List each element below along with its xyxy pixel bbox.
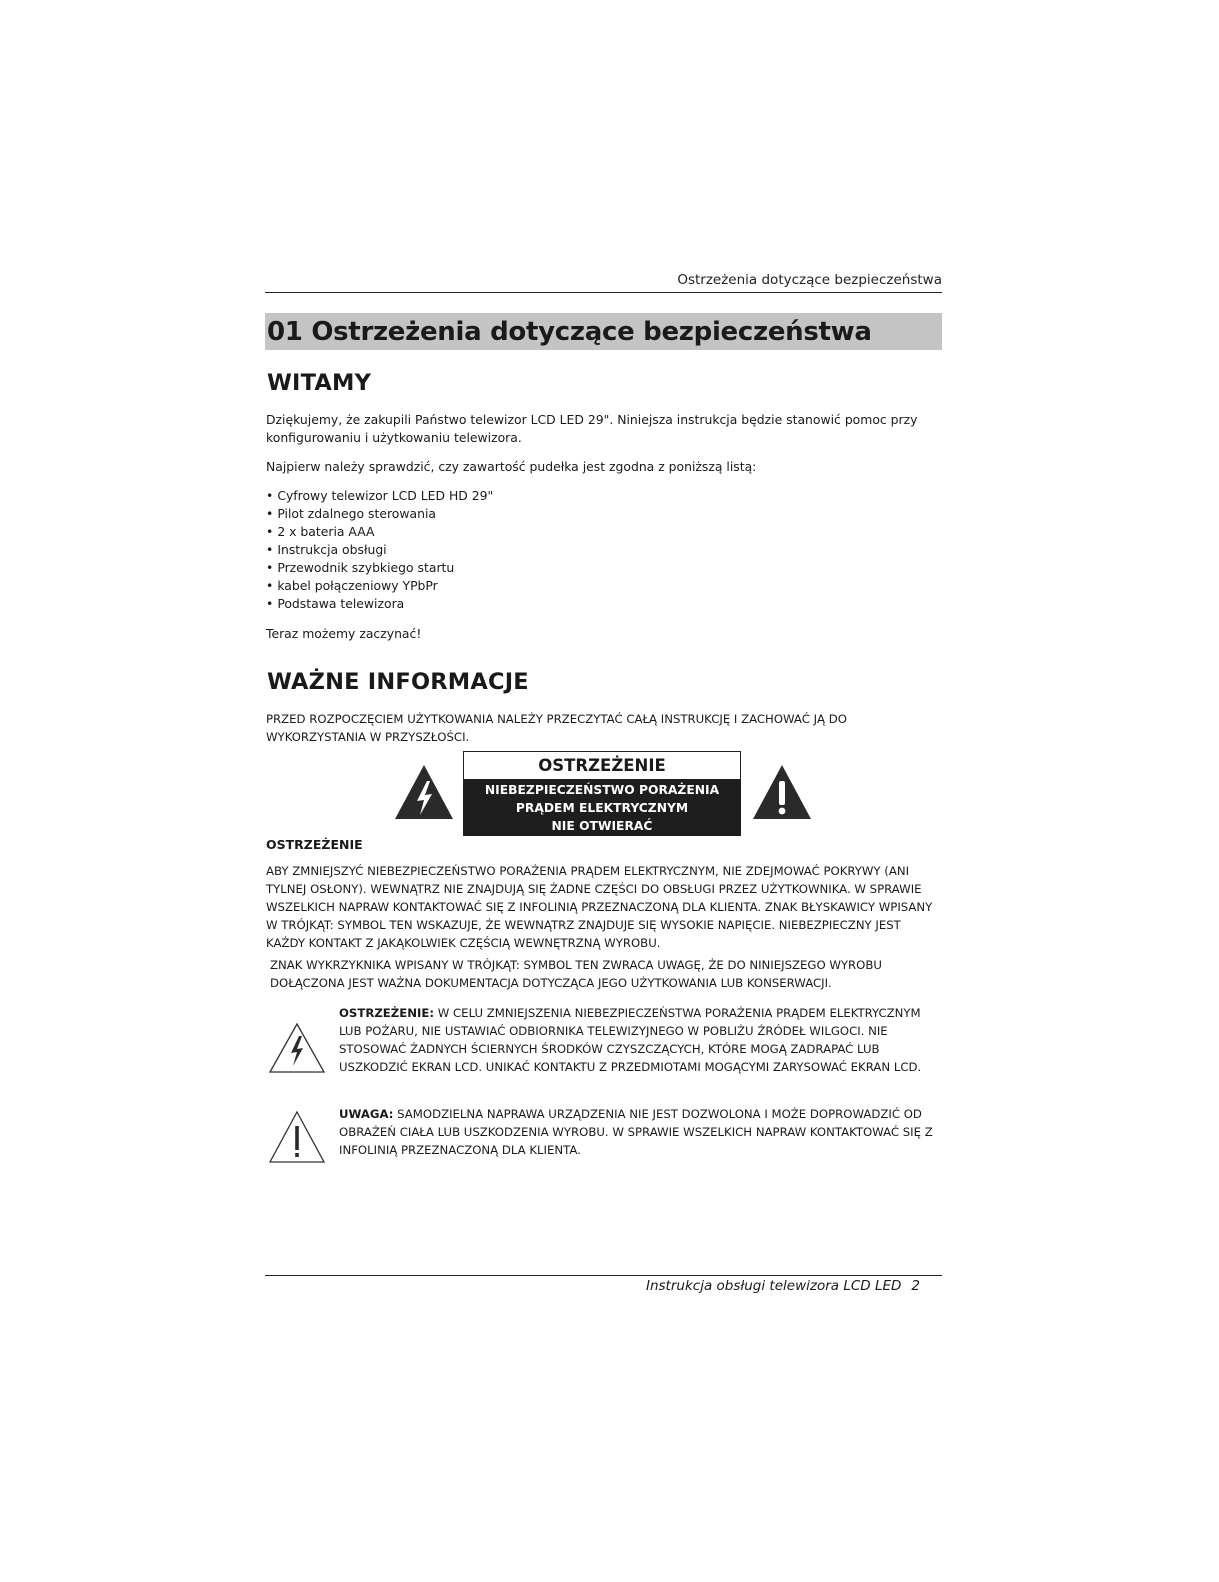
repair-caution-note: [339, 1105, 945, 1159]
exclamation-symbol-text: ZNAK WYKRZYKNIKA WPISANY W TRÓJKĄT: SYMBOL TEN ZWRACA UWAGĘ, ŻE DO NINIEJSZEGO WYROBU DOŁĄCZONA JEST WAŻNA DOKUMENTACJA DOTYCZĄCA JEGO UŻYTKOWANIA LUB KONSERWACJI.: [270, 958, 882, 990]
warning-label-line: NIE OTWIERAĆ: [551, 819, 653, 833]
lightning-outline-icon: [268, 1022, 326, 1074]
note-text: SAMODZIELNA NAPRAWA URZĄDZENIA NIE JEST DOZWOLONA I MOŻE DOPROWADZIĆ OD OBRAŻEŃ CIAŁA LUB USZKODZENIA WYROBU. W SPRAWIE WSZELKICH NAPRAW KONTAKTOWAĆ SIĘ Z INFOLINIĄ PRZEZNACZONĄ DLA KLIENTA.: [339, 1107, 933, 1157]
note-label: OSTRZEŻENIE:: [339, 1006, 435, 1020]
contents-check-text: Najpierw należy sprawdzić, czy zawartość pudełka jest zgodna z poniższą listą:: [266, 459, 757, 474]
warning-label-title: OSTRZEŻENIE: [463, 751, 741, 779]
list-item: • Przewodnik szybkiego startu: [266, 559, 493, 577]
note-text: W CELU ZMNIEJSZENIA NIEBEZPIECZEŃSTWA PORAŻENIA PRĄDEM ELEKTRYCZNYM LUB POŻARU, NIE USTAWIAĆ ODBIORNIKA TELEWIZYJNEGO W POBLIŻU ŹRÓDEŁ WILGOCI. NIE STOSOWAĆ ŻADNYCH ŚCIERNYCH ŚRODKÓW CZYSZCZĄCYCH, KTÓRE MOGĄ ZADRAPAĆ LUB USZKODZIĆ EKRAN LCD. UNIKAĆ KONTAKTU Z PRZEDMIOTAMI MOGĄCYMI ZARYSOWAĆ EKRAN LCD.: [339, 1006, 922, 1074]
list-item: • Pilot zdalnego sterowania: [266, 505, 493, 523]
exclamation-outline-icon: [268, 1110, 326, 1164]
lightning-warning-icon: [393, 763, 455, 821]
list-item: • kabel połączeniowy YPbPr: [266, 577, 493, 595]
footer-rule: [265, 1275, 942, 1276]
welcome-heading: WITAMY: [267, 370, 372, 396]
moisture-warning-note: [339, 1004, 945, 1076]
read-manual-notice: PRZED ROZPOCZĘCIEM UŻYTKOWANIA NALEŻY PRZECZYTAĆ CAŁĄ INSTRUKCJĘ I ZACHOWAĆ JĄ DO WYKORZYSTANIA W PRZYSZŁOŚCI.: [266, 712, 847, 744]
warning-label-line: NIEBEZPIECZEŃSTWO PORAŻENIA: [484, 783, 720, 797]
page-footer: [600, 1278, 920, 1294]
note-label: UWAGA:: [339, 1107, 394, 1121]
package-contents-list: [266, 487, 493, 613]
list-item: • 2 x bateria AAA: [266, 523, 493, 541]
important-heading: WAŻNE INFORMACJE: [267, 669, 529, 695]
warning-label-body: [463, 779, 741, 836]
page-number: 2: [911, 1278, 920, 1294]
list-item: • Instrukcja obsługi: [266, 541, 493, 559]
welcome-intro: Dziękujemy, że zakupili Państwo telewizor LCD LED 29". Niniejsza instrukcja będzie stanowić pomoc przy konfigurowaniu i użytkowaniu telewizora.: [266, 412, 918, 445]
warning-label-line: PRĄDEM ELEKTRYCZNYM: [515, 801, 689, 815]
list-item: • Podstawa telewizora: [266, 595, 493, 613]
running-header: Ostrzeżenia dotyczące bezpieczeństwa: [677, 272, 942, 288]
chapter-title: 01 Ostrzeżenia dotyczące bezpieczeństwa: [267, 317, 872, 347]
shock-warning-label: [463, 751, 741, 836]
shock-warning-text: ABY ZMNIEJSZYĆ NIEBEZPIECZEŃSTWO PORAŻENIA PRĄDEM ELEKTRYCZNYM, NIE ZDEJMOWAĆ POKRYWY (ANI TYLNEJ OSŁONY). WEWNĄTRZ NIE ZNAJDUJĄ SIĘ ŻADNE CZĘŚCI DO OBSŁUGI PRZEZ UŻYTKOWNIKA. W SPRAWIE WSZELKICH NAPRAW KONTAKTOWAĆ SIĘ Z INFOLINIĄ PRZEZNACZONĄ DLA KLIENTA. ZNAK BŁYSKAWICY WPISANY W TRÓJKĄT: SYMBOL TEN WSKAZUJE, ŻE WEWNĄTRZ ZNAJDUJE SIĘ WYSOKIE NAPIĘCIE. NIEBEZPIECZNY JEST KAŻDY KONTAKT Z JAKĄKOLWIEK CZĘŚCIĄ WEWNĘTRZNĄ WYROBU.: [266, 864, 933, 950]
welcome-closing: Teraz możemy zaczynać!: [266, 626, 422, 641]
header-rule: [265, 292, 942, 293]
list-item: • Cyfrowy telewizor LCD LED HD 29": [266, 487, 493, 505]
footer-title: Instrukcja obsługi telewizora LCD LED: [645, 1278, 902, 1294]
warning-subheading: OSTRZEŻENIE: [266, 837, 363, 852]
exclamation-warning-icon: [751, 763, 813, 821]
